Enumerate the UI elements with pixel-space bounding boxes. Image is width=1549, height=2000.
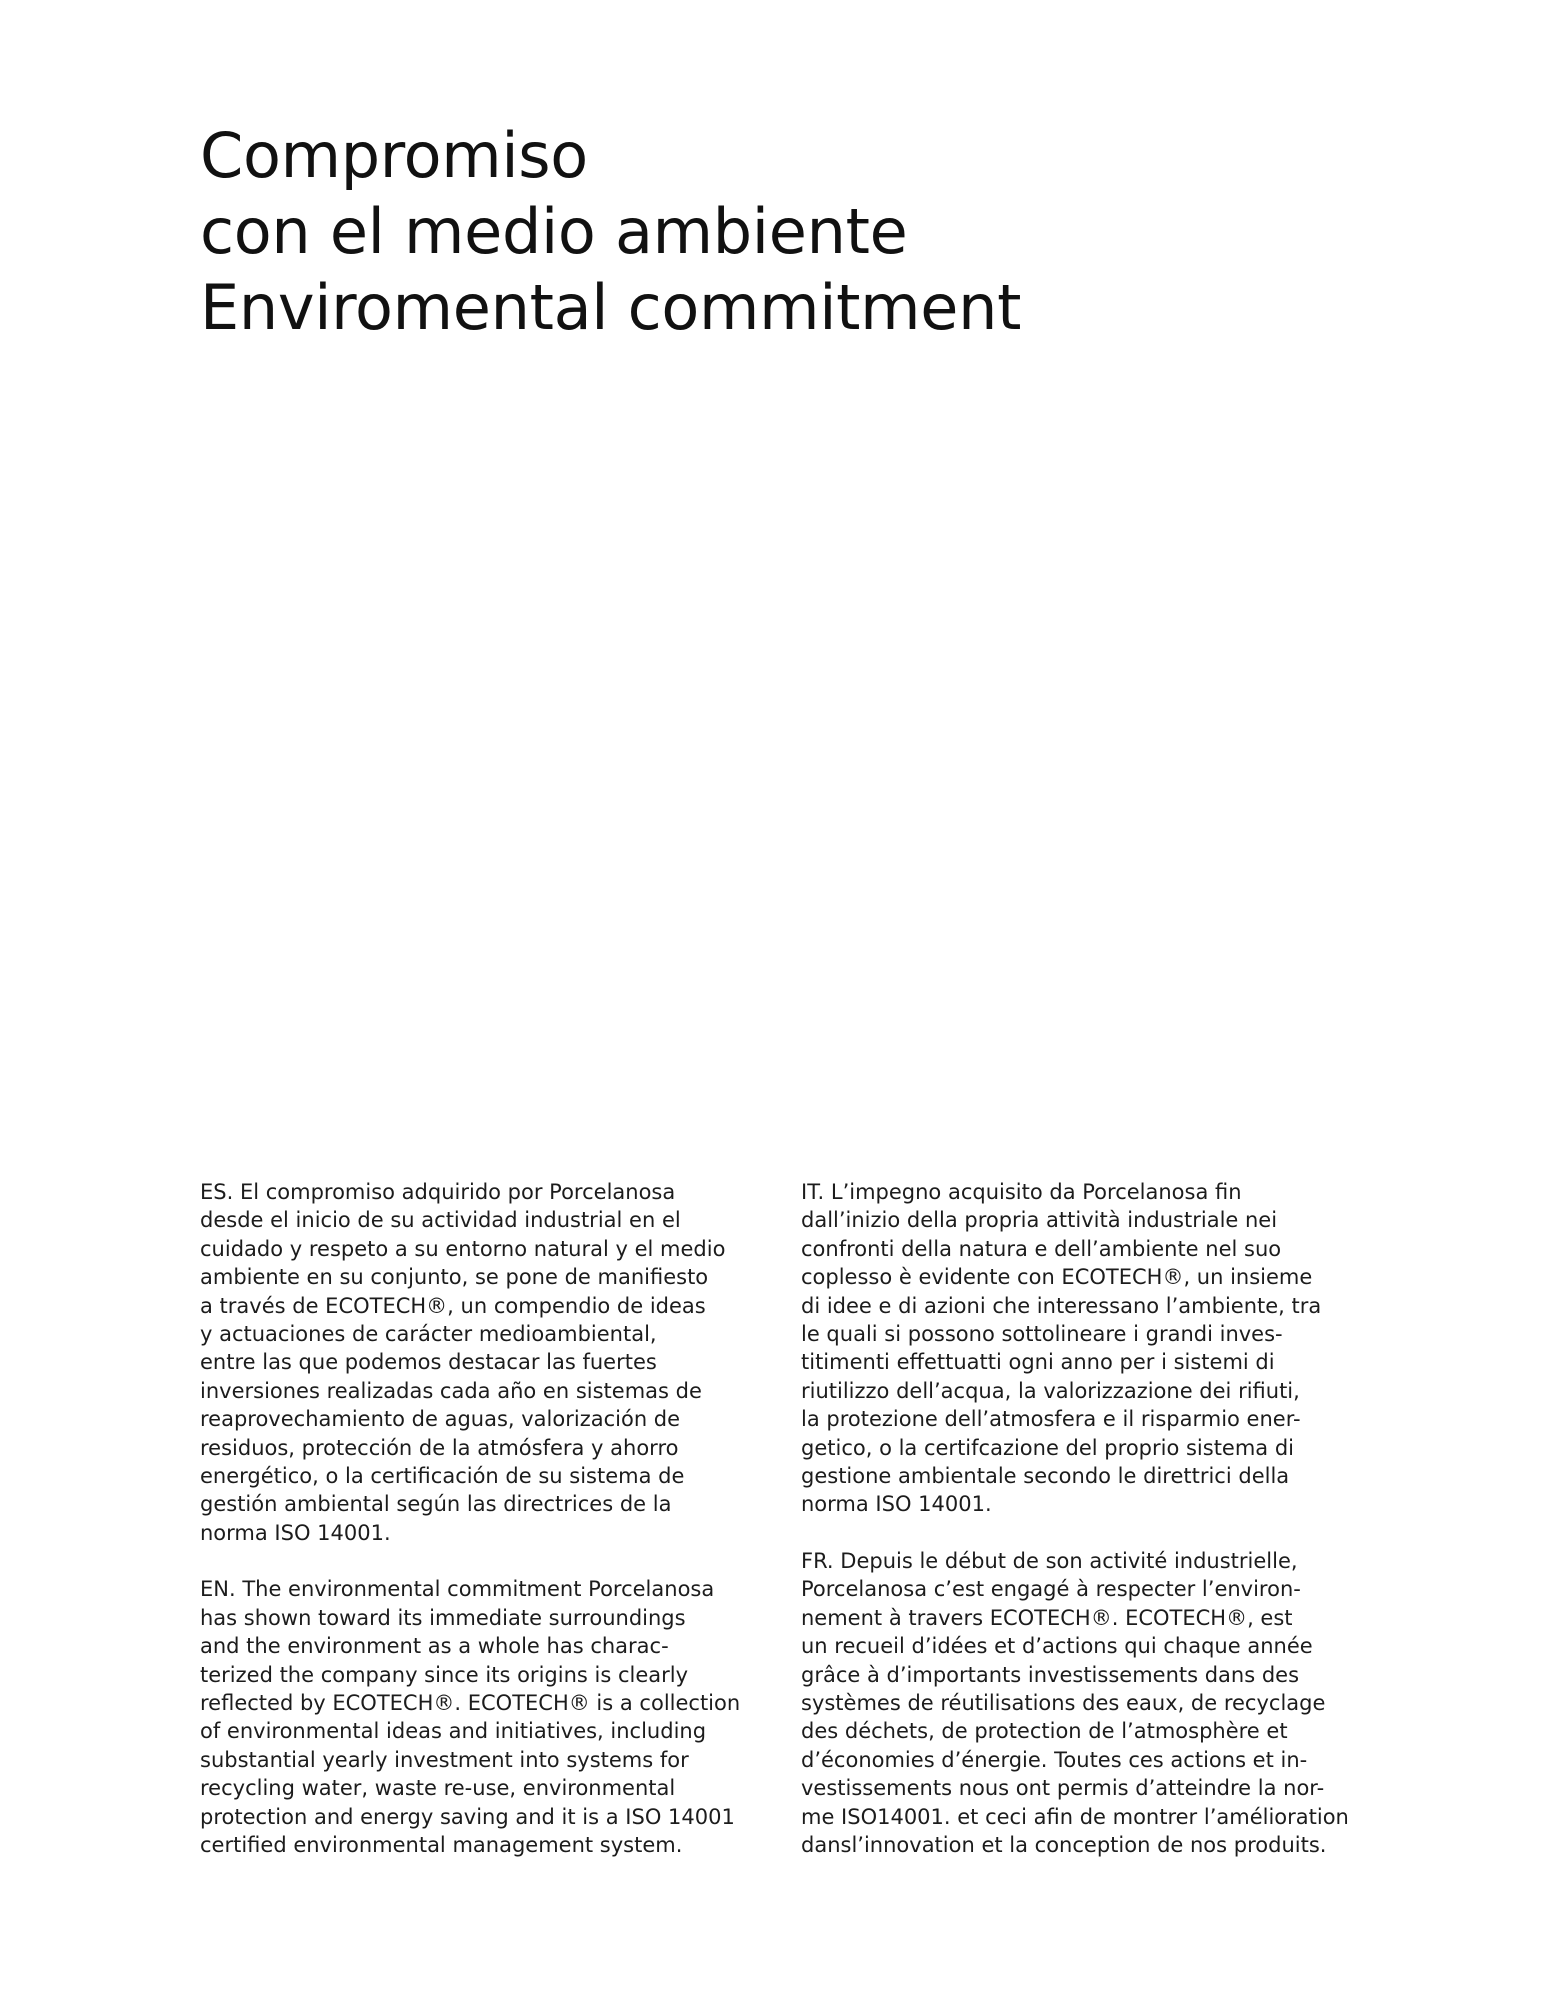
text-line: gestione ambientale secondo le direttrici della: [801, 1464, 1290, 1489]
text-line: certified environmental management system.: [200, 1832, 683, 1857]
text-line: d’économies d’énergie. Toutes ces actions et in-: [801, 1747, 1308, 1772]
title-line: con el medio ambiente: [200, 195, 908, 268]
text-line: reflected by ECOTECH®. ECOTECH® is a collection: [200, 1690, 741, 1715]
text-line: coplesso è evidente con ECOTECH®, un insieme: [801, 1265, 1313, 1290]
text-line: of environmental ideas and initiatives, including: [200, 1719, 707, 1744]
text-line: desde el inicio de su actividad industrial en el: [200, 1208, 681, 1233]
text-line: getico, o la certifcazione del proprio sistema di: [801, 1435, 1295, 1460]
text-line: residuos, protección de la atmósfera y ahorro: [200, 1435, 679, 1460]
text-line: ambiente en su conjunto, se pone de manifiesto: [200, 1265, 709, 1290]
text-line: des déchets, de protection de l’atmosphère et: [801, 1719, 1288, 1744]
text-line: ES. El compromiso adquirido por Porcelanosa: [200, 1180, 676, 1204]
text-line: un recueil d’idées et d’actions qui chaque année: [801, 1634, 1313, 1659]
text-line: titimenti effettuatti ogni anno per i sistemi di: [801, 1350, 1275, 1375]
text-line: confronti della natura e dell’ambiente nel suo: [801, 1236, 1282, 1261]
text-line: entre las que podemos destacar las fuertes: [200, 1350, 657, 1375]
paragraph-it: [801, 1178, 1361, 1519]
text-line: reaprovechamiento de aguas, valorización de: [200, 1407, 681, 1432]
text-line: Porcelanosa c’est engagé à respecter l’environ-: [801, 1577, 1301, 1602]
text-line: nement à travers ECOTECH®. ECOTECH®, est: [801, 1605, 1293, 1630]
left-text-column: [200, 1178, 760, 1887]
paragraph-es: [200, 1178, 760, 1547]
text-line: norma ISO 14001.: [801, 1492, 992, 1517]
text-line: terized the company since its origins is clearly: [200, 1662, 689, 1687]
text-line: vestissements nous ont permis d’atteindre la nor-: [801, 1776, 1325, 1801]
text-line: and the environment as a whole has charac-: [200, 1634, 669, 1659]
text-line: inversiones realizadas cada año en sistemas de: [200, 1378, 702, 1403]
text-line: dall’inizio della propria attività industriale nei: [801, 1208, 1278, 1233]
text-line: dansl’innovation et la conception de nos produits.: [801, 1832, 1327, 1857]
text-line: EN. The environmental commitment Porcelanosa: [200, 1577, 715, 1602]
text-line: recycling water, waste re-use, environmental: [200, 1776, 676, 1801]
page-title: [200, 118, 1021, 346]
text-line: IT. L’impegno acquisito da Porcelanosa fin: [801, 1180, 1242, 1204]
text-line: y actuaciones de carácter medioambiental,: [200, 1322, 657, 1347]
title-line: Enviromental commitment: [200, 271, 1022, 344]
text-line: protection and energy saving and it is a ISO 14001: [200, 1804, 735, 1829]
right-text-column: [801, 1178, 1361, 1887]
text-line: a través de ECOTECH®, un compendio de ideas: [200, 1293, 706, 1318]
text-line: me ISO14001. et ceci afin de montrer l’amélioration: [801, 1804, 1349, 1829]
text-line: riutilizzo dell’acqua, la valorizzazione dei rifiuti,: [801, 1378, 1300, 1403]
text-line: has shown toward its immediate surroundings: [200, 1605, 686, 1630]
text-line: systèmes de réutilisations des eaux, de recyclage: [801, 1690, 1326, 1715]
text-line: la protezione dell’atmosfera e il risparmio ener-: [801, 1407, 1301, 1432]
text-line: gestión ambiental según las directrices de la: [200, 1492, 672, 1517]
text-line: grâce à d’importants investissements dans des: [801, 1662, 1300, 1687]
paragraph-fr: [801, 1547, 1361, 1859]
text-line: le quali si possono sottolineare i grandi inves-: [801, 1322, 1283, 1347]
text-line: di idee e di azioni che interessano l’ambiente, tra: [801, 1293, 1322, 1318]
text-line: FR. Depuis le début de son activité industrielle,: [801, 1548, 1298, 1573]
text-line: substantial yearly investment into systems for: [200, 1747, 689, 1772]
paragraph-en: [200, 1575, 760, 1859]
text-line: cuidado y respeto a su entorno natural y el medio: [200, 1236, 726, 1261]
title-line: Compromiso: [200, 119, 588, 192]
text-line: norma ISO 14001.: [200, 1520, 391, 1545]
text-line: energético, o la certificación de su sistema de: [200, 1464, 685, 1489]
